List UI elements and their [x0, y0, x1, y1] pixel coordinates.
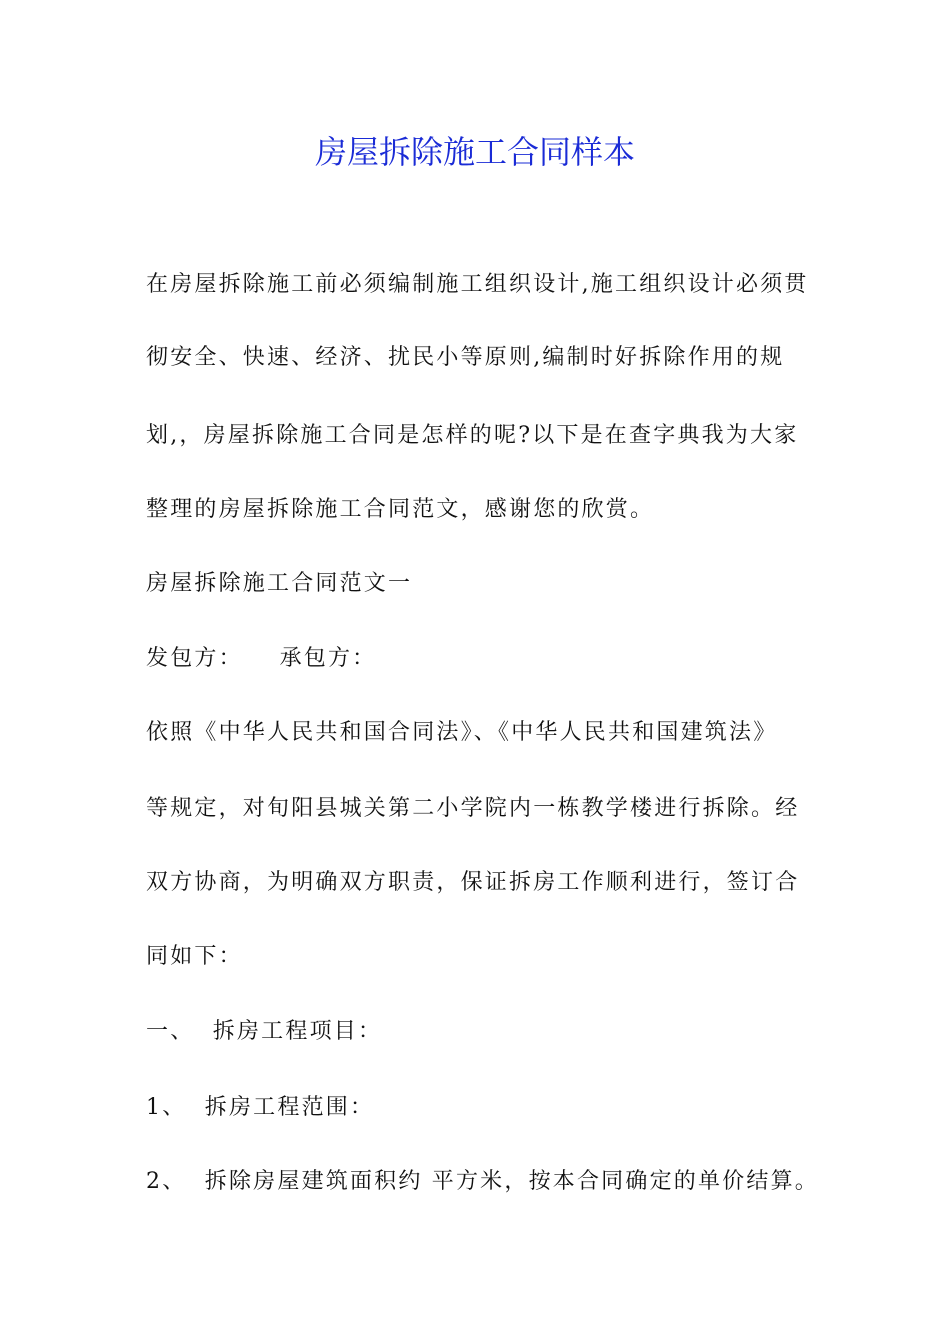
paragraph-line: 依照《中华人民共和国合同法》、《中华人民共和国建筑法》 [146, 720, 778, 745]
paragraph-line: 划,，房屋拆除施工合同是怎样的呢?以下是在查字典我为大家 [146, 423, 799, 448]
paragraph-line: 同如下： [146, 944, 243, 969]
paragraph-line: 彻安全、快速、经济、扰民小等原则,编制时好拆除作用的规 [146, 345, 785, 370]
paragraph-line: 在房屋拆除施工前必须编制施工组织设计,施工组织设计必须贯 [146, 272, 809, 297]
section-heading: 房屋拆除施工合同范文一 [146, 571, 413, 596]
list-item: 1、 拆房工程范围： [146, 1095, 375, 1120]
list-heading: 一、 拆房工程项目： [146, 1019, 383, 1044]
parties-line: 发包方： 承包方： [146, 646, 377, 671]
paragraph-line: 等规定，对旬阳县城关第二小学院内一栋教学楼进行拆除。经 [146, 796, 800, 821]
document-title: 房屋拆除施工合同样本 [314, 133, 635, 171]
paragraph-line: 整理的房屋拆除施工合同范文，感谢您的欣赏。 [146, 497, 655, 522]
paragraph-line: 双方协商，为明确双方职责，保证拆房工作顺利进行，签订合 [146, 870, 800, 895]
list-item: 2、 拆除房屋建筑面积约 平方米，按本合同确定的单价结算。 [146, 1169, 819, 1194]
